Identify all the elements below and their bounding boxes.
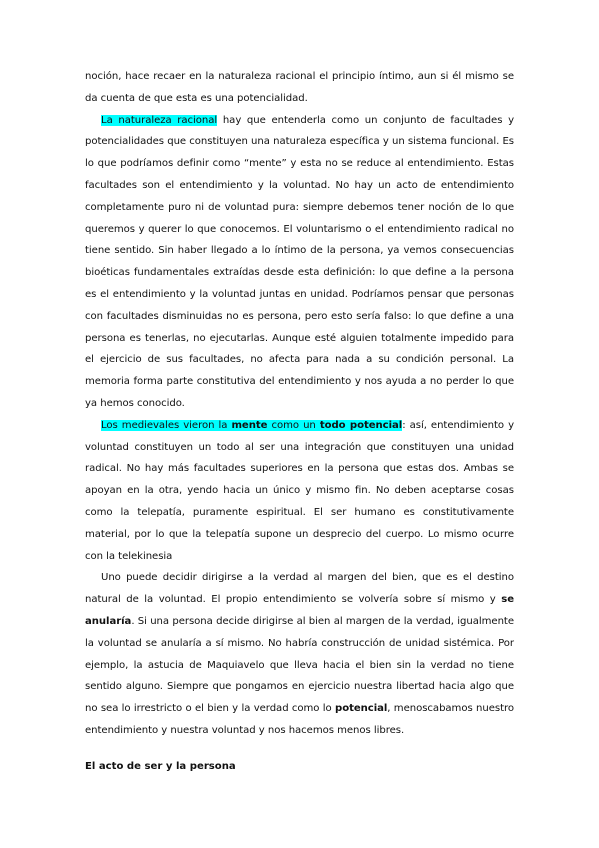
paragraph-4-text-1: Uno puede decidir dirigirse a la verdad al margen del bien, que es el destino natural de la voluntad. El propio entendimiento se volvería sobre sí mismo y [85, 572, 514, 606]
paragraph-3-text: : así, entendimiento y voluntad constituyen un todo al ser una integración que constituyen una unidad radical. No hay más facultades superiores en la persona que estas dos. Ambas se apoyan en la otra, yendo hacia un único y mismo fin. No deben aceptarse cosas como la telepatía, puramente espiritual. El ser humano es constitutivamente material, por lo que la telepatía supone un desprecio del cuerpo. Lo mismo ocurre con la telekinesia [85, 419, 515, 562]
paragraph-1 [85, 66, 514, 110]
bold-se-anularia: se anularía [85, 594, 514, 627]
bold-todo-potencial: todo potencial [319, 419, 403, 431]
paragraph-4 [85, 567, 514, 741]
paragraph-3 [85, 415, 514, 568]
section-heading: El acto de ser y la persona [85, 760, 236, 772]
paragraph-1-text: noción, hace recaer en la naturaleza racional el principio íntimo, aun si él mismo se da cuenta de que esta es una potencialidad. [85, 71, 514, 104]
paragraph-4-text-2: . Si una persona decide dirigirse al bien al margen de la verdad, igualmente la voluntad se anularía a sí mismo. No habría construcción de unidad sistémica. Por ejemplo, la astucia de Maquiavelo que lleva hacia el bien sin la verdad no tiene sentido alguno. Siempre que pongamos en ejercicio nuestra libertad hacia algo que no sea lo irrestricto o el bien y la verdad como lo [85, 615, 514, 715]
paragraph-2 [85, 110, 514, 415]
bold-mente: mente [231, 419, 268, 431]
highlight-medievales [101, 420, 402, 431]
highlight-text-1: Los medievales vieron la [101, 419, 232, 431]
paragraph-4-text-3: , menoscabamos nuestro entendimiento y nuestra voluntad y nos hacemos menos libres. [85, 703, 514, 736]
bold-potencial: potencial [335, 703, 388, 715]
highlight-text-2: como un [267, 419, 320, 431]
highlight-naturaleza-racional: La naturaleza racional [101, 114, 218, 126]
paragraph-2-text: hay que entenderla como un conjunto de facultades y potencialidades que constituyen una naturaleza específica y un sistema funcional. Es lo que podríamos definir como “mente” y esta no se reduce al entendimiento. Estas facultades son el entendimiento y la voluntad. No hay un acto de entendimiento completamente puro ni de voluntad pura: siempre debemos tener noción de lo que queremos y querer lo que conocemos. El voluntarismo o el entendimiento radical no tiene sentido. Sin haber llegado a lo íntimo de la persona, ya vemos consecuencias bioéticas fundamentales extraídas desde esta definición: lo que define a la persona es el entendimiento y la voluntad juntas en unidad. Podríamos pensar que personas con facultades disminuidas no es persona, pero esto sería falso: lo que define a una persona es tenerlas, no ejecutarlas. Aunque esté alguien totalmente impedido para el ejercicio de sus facultades, no afecta para nada a su condición personal. La memoria forma parte constitutiva del entendimiento y nos ayuda a no perder lo que ya hemos conocido. [85, 114, 514, 409]
